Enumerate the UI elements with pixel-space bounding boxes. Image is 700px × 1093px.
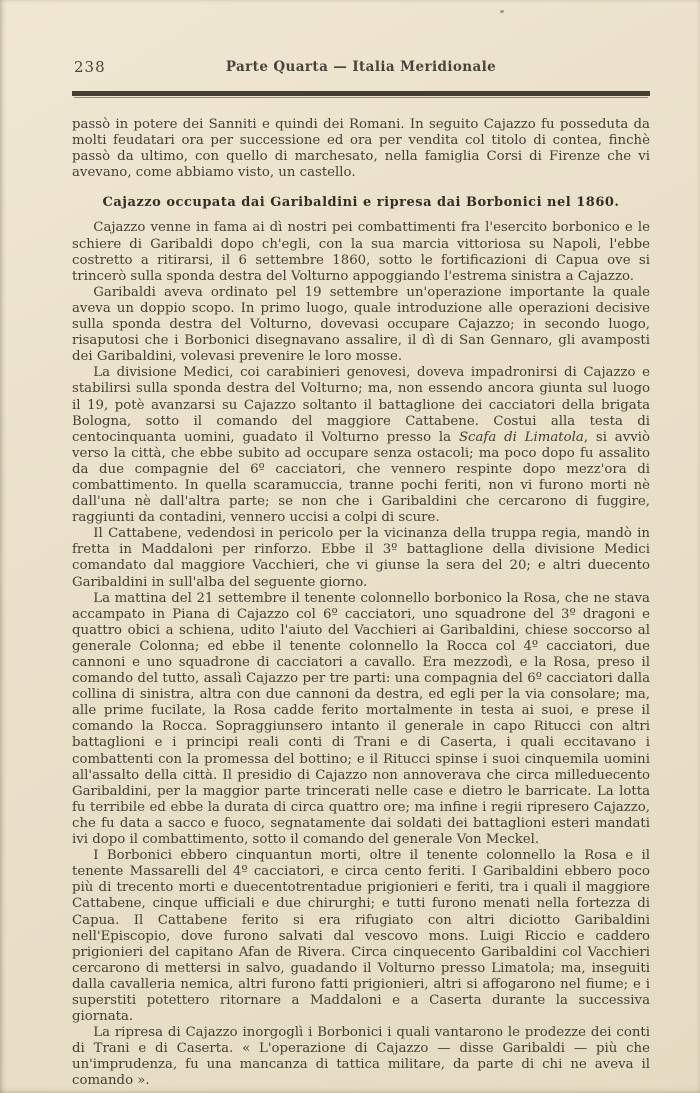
body-paragraph: passò in potere dei Sanniti e quindi dei Romani. In seguito Cajazzo fu posseduta da molti feudatari ora per successione ed ora per vendita col titolo di contea, finchè passò da ultimo, con quello di marchesato, nella famiglia Corsi di Firenze che vi avevano, come abbiamo visto, un castello. (72, 117, 650, 181)
body-paragraph: La mattina del 21 settembre il tenente colonnello borbonico la Rosa, che ne stava accampato in Piana di Cajazzo col 6º cacciatori, uno squadrone del 3º dragoni e quattro obici a schiena, udito l'aiuto del Vacchieri ai Garibaldini, chiese soccorso al generale Colonna; ed ebbe il tenente colonnello la Rocca col 4º cacciatori, due cannoni e uno squadrone di cacciatori a cavallo. Era mezzodì, e la Rosa, preso il comando del tutto, assalì Cajazzo per tre parti: una compagnia del 6º cacciatori dalla collina di sinistra, altra con due cannoni da destra, ed egli per la via consolare; ma, alle prime fucilate, la Rosa cadde ferito mortalmente in testa ai suoi, e prese il comando la Rocca. Sopraggiunsero intanto il generale in capo Ritucci con altri battaglioni e i principi reali conti di Trani e di Caserta, i quali eccitavano i combattenti con la promessa del bottino; e il Ritucci spinse i suoi cinquemila uomini all'assalto della città. Il presidio di Cajazzo non annoverava che circa milleduecento Garibaldini, per la maggior parte trincerati nelle case e dietro le barricate. La lotta fu terribile ed ebbe la durata di circa quattro ore; ma infine i regii ripresero Cajazzo, che fu data a sacco e fuoco, segnatamente dai soldati dei battaglioni esteri mandati ivi dopo il combattimento, sotto il comando del generale Von Meckel. (72, 590, 650, 848)
header-rule (72, 91, 650, 96)
body-paragraph: I Borbonici ebbero cinquantun morti, oltre il tenente colonnello la Rosa e il tenente Massarelli del 4º cacciatori, e circa cento feriti. I Garibaldini ebbero poco più di trecento morti e duecentotrentadue prigionieri e feriti, tra i quali il maggiore Cattabene, cinque ufficiali e due chirurghi; e tutti furono menati nella fortezza di Capua. Il Cattabene ferito si era rifugiato con altri diciotto Garibaldini nell'Episcopio, dove furono salvati dal vescovo mons. Luigi Riccio e caddero prigionieri del capitano Afan de Rivera. Circa cinquecento Garibaldini col Vacchieri cercarono di mettersi in salvo, guadando il Volturno presso Limatola; ma, inseguiti dalla cavalleria nemica, altri furono fatti prigionieri, altri si affogarono nel fiume; e i superstiti potettero ritornare a Maddaloni e a Caserta durante la successiva giornata. (72, 848, 650, 1025)
body-paragraph: La ripresa di Cajazzo inorgoglì i Borbonici i quali vantarono le prodezze dei conti di Trani e di Caserta. « L'operazione di Cajazzo — disse Garibaldi — più che un'imprudenza, fu una mancanza di tattica militare, da parte di chi ne aveva il comando ». (72, 1025, 650, 1089)
section-heading: Cajazzo occupata dai Garibaldini e ripresa dai Borbonici nel 1860. (102, 195, 620, 211)
article-body (72, 117, 650, 1090)
page-number: 238 (74, 58, 106, 76)
page-content (72, 56, 650, 1090)
paragraph-text: , si avviò verso la città, che ebbe subito ad occupare senza ostacoli; ma poco dopo fu assalito da due compagnie del 6º cacciatori, che vennero respinte dopo mezz'ora di combattimento. In quella scaramuccia, tranne pochi feriti, non vi furono morti nè dall'una nè dall'altra parte; se non che i Garibaldini che cercarono di fuggire, raggiunti da contadini, vennero uccisi a colpi di scure. (72, 429, 651, 526)
place-name-italic: Scafa di Limatola (458, 429, 584, 445)
running-header-title: Parte Quarta — Italia Meridionale (225, 59, 497, 75)
body-paragraph: Cajazzo venne in fama ai dì nostri pei combattimenti fra l'esercito borbonico e le schiere di Garibaldi dopo ch'egli, con la sua marcia vittoriosa su Napoli, l'ebbe costretto a ritirarsi, il 6 settembre 1860, sotto le fortificazioni di Capua ove si trincerò sulla sponda destra del Volturno appoggiando l'estrema sinistra a Cajazzo. (72, 220, 650, 284)
paragraph-text: La divisione Medici, coi carabinieri genovesi, doveva impadronirsi di Cajazzo e stabilirsi sulla sponda destra del Volturno; ma, non essendo ancora giunta sul luogo il 19, potè avanzarsi su Cajazzo soltanto il battaglione dei cacciatori della brigata Bologna, sotto il comando del maggiore Cattabene. Costui alla testa di centocinquanta uomini, guadato il Volturno presso la (72, 365, 650, 445)
running-header (72, 56, 650, 80)
body-paragraph (72, 365, 650, 526)
body-paragraph: Garibaldi aveva ordinato pel 19 settembre un'operazione importante la quale aveva un doppio scopo. In primo luogo, quale introduzione alle operazioni decisive sulla sponda destra del Volturno, dovevasi occupare Cajazzo; in secondo luogo, risaputosi che i Borbonici disegnavano assalire, il dì di San Gennaro, gli avamposti dei Garibaldini, volevasi prevenire le loro mosse. (72, 284, 650, 365)
body-paragraph: Il Cattabene, vedendosi in pericolo per la vicinanza della truppa regia, mandò in fretta in Maddaloni per rinforzo. Ebbe il 3º battaglione della divisione Medici comandato dal maggiore Vacchieri, che vi giunse la sera del 20; e altri duecento Garibaldini in sull'alba del seguente giorno. (72, 526, 650, 590)
paper-speck (500, 9, 505, 13)
